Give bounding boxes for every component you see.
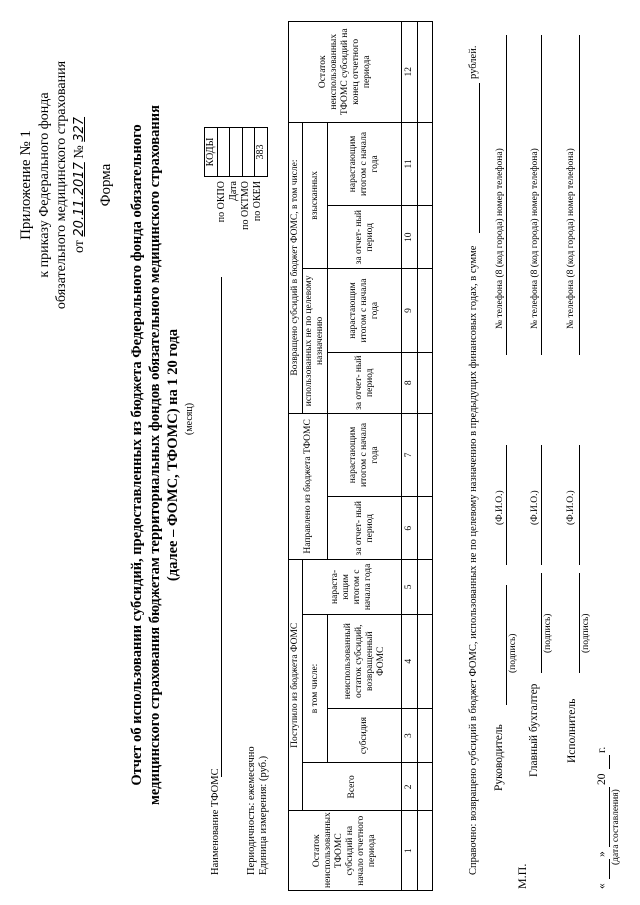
year-line bbox=[609, 755, 610, 769]
date-prefix: от bbox=[72, 240, 87, 254]
executor-fio-caption: (Ф.И.О.) bbox=[566, 490, 576, 525]
accountant-fio-line bbox=[541, 445, 542, 565]
cell[interactable] bbox=[418, 269, 433, 353]
head-fio-line bbox=[506, 445, 507, 565]
order-number: 327 bbox=[72, 116, 87, 142]
title-on-date: (далее – ФОМС, ТФОМС) на 1 bbox=[165, 378, 181, 582]
okei-label: по ОКЕИ bbox=[252, 181, 263, 222]
accountant-signature-line bbox=[541, 573, 542, 673]
col-num: 11 bbox=[402, 122, 418, 206]
data-row bbox=[418, 22, 433, 891]
cell[interactable] bbox=[418, 811, 433, 891]
cell[interactable] bbox=[418, 413, 433, 497]
header-recovered-period: за отчет- ный период bbox=[328, 206, 402, 269]
executor-phone-caption: № телефона (8 (код города) номер телефона) bbox=[566, 148, 576, 329]
header-recovered: взысканных bbox=[303, 122, 328, 269]
header-total: Всего bbox=[303, 763, 402, 811]
report-title-line-1: Отчет об использовании субсидий, предоставленных из бюджета Федерального фонда обязательного bbox=[129, 124, 145, 786]
header-subsidy: субсидия bbox=[328, 708, 402, 762]
okpo-label: по ОКПО bbox=[216, 181, 227, 223]
head-phone-line bbox=[506, 35, 507, 355]
header-recovered-cumulative: нарастающим итогом с начала года bbox=[328, 122, 402, 206]
header-sent-period: за отчет- ный период bbox=[328, 497, 402, 560]
col-num: 2 bbox=[402, 763, 418, 811]
col-num: 10 bbox=[402, 206, 418, 269]
codes-table bbox=[204, 127, 268, 177]
date-open-quote: « bbox=[596, 883, 608, 889]
executor-label: Исполнитель bbox=[566, 698, 578, 763]
order-date: 20.11.2017 bbox=[72, 162, 87, 237]
date-year-suffix: г. bbox=[596, 746, 608, 753]
col-num: 3 bbox=[402, 708, 418, 762]
header-end-balance: Остаток неиспользованных ТФОМС субсидий на конец отчетного периода bbox=[289, 22, 402, 123]
report-title-line-3 bbox=[164, 75, 182, 835]
header-unused-returned: неиспользованный остаток субсидий, возвращенный ФОМС bbox=[328, 614, 402, 708]
number-prefix: № bbox=[72, 145, 87, 159]
header-sent-cumulative: нарастающим итогом с начала года bbox=[328, 413, 402, 497]
executor-fio-line bbox=[579, 445, 580, 565]
col-num: 7 bbox=[402, 413, 418, 497]
appendix-order: к приказу Федерального фонда bbox=[37, 92, 52, 278]
header-start-balance: Остаток неиспользованных ТФОМС субсидий на начало отчетного периода bbox=[289, 811, 402, 891]
title-year-word: года bbox=[165, 328, 181, 357]
report-title-line-2: медицинского страхования бюджетам территориальных фондов обязательного медицинского страхования bbox=[147, 105, 163, 805]
head-fio-caption: (Ф.И.О.) bbox=[495, 490, 505, 525]
subsidy-report-table bbox=[288, 21, 433, 891]
cell[interactable] bbox=[418, 22, 433, 123]
executor-phone-line bbox=[579, 35, 580, 355]
cell[interactable] bbox=[418, 352, 433, 413]
header-including: в том числе: bbox=[303, 614, 328, 763]
accountant-signature-caption: (подпись) bbox=[543, 613, 553, 653]
date-label: Дата bbox=[228, 181, 239, 201]
okei-value: 383 bbox=[255, 128, 268, 177]
header-received: Поступило из бюджета ФОМС bbox=[289, 560, 303, 811]
date-value bbox=[230, 128, 243, 177]
appendix-number: Приложение № 1 bbox=[18, 130, 34, 240]
appendix-date-number bbox=[71, 25, 88, 345]
col-num: 1 bbox=[402, 811, 418, 891]
date-year-prefix: 20 bbox=[596, 773, 608, 785]
tfoms-name-line bbox=[221, 277, 222, 777]
header-sent: Направлено из бюджета ТФОМС bbox=[289, 413, 328, 560]
month-line bbox=[609, 787, 610, 847]
stamp-label: М.П. bbox=[515, 863, 529, 889]
accountant-fio-caption: (Ф.И.О.) bbox=[530, 490, 540, 525]
head-signature-line bbox=[506, 585, 507, 705]
col-num: 8 bbox=[402, 352, 418, 413]
note-amount-line bbox=[479, 83, 480, 233]
oktmo-label: по ОКТМО bbox=[240, 181, 251, 230]
head-label: Руководитель bbox=[493, 724, 505, 791]
unit-label: Единица измерения: (руб.) bbox=[258, 755, 269, 875]
col-num: 5 bbox=[402, 560, 418, 614]
header-misused: использованных не по целевому назначению bbox=[303, 269, 328, 413]
header-misused-period: за отчет- ный период bbox=[328, 352, 402, 413]
executor-signature-caption: (подпись) bbox=[581, 613, 591, 653]
head-signature-caption: (подпись) bbox=[508, 633, 518, 673]
col-num: 12 bbox=[402, 22, 418, 123]
date-close-quote: » bbox=[596, 851, 608, 857]
cell[interactable] bbox=[418, 614, 433, 708]
oktmo-value bbox=[242, 128, 255, 177]
header-returned: Возвращено субсидий в бюджет ФОМС, в том числе: bbox=[289, 122, 303, 413]
column-number-row bbox=[402, 22, 418, 891]
note-unit: рублей. bbox=[468, 45, 479, 79]
month-caption: (месяц) bbox=[184, 402, 195, 435]
executor-signature-line bbox=[579, 573, 580, 673]
form-label: Форма bbox=[98, 163, 114, 207]
header-received-cumulative: нараста- ющим итогом с начала года bbox=[303, 560, 402, 614]
head-phone-caption: № телефона (8 (код города) номер телефона) bbox=[495, 148, 505, 329]
accountant-phone-line bbox=[541, 35, 542, 355]
day-line bbox=[609, 859, 610, 879]
chief-accountant-label: Главный бухгалтер bbox=[528, 683, 540, 777]
header-misused-cumulative: нарастающим итогом с начала года bbox=[328, 269, 402, 353]
cell[interactable] bbox=[418, 122, 433, 206]
codes-header: КОДЫ bbox=[205, 128, 218, 177]
periodicity-label: Периодичность: ежемесячно bbox=[246, 746, 257, 875]
accountant-phone-caption: № телефона (8 (код города) номер телефона) bbox=[530, 148, 540, 329]
date-caption: (дата составления) bbox=[611, 789, 621, 865]
cell[interactable] bbox=[418, 560, 433, 614]
cell[interactable] bbox=[418, 708, 433, 762]
title-year-prefix: 20 bbox=[165, 360, 181, 375]
reference-note: Справочно: возвращено субсидий в бюджет ФОМС, использованных не по целевому назначению в предыдущих финансовых годах, в сумме bbox=[468, 245, 479, 875]
tfoms-name-label: Наименование ТФОМС bbox=[210, 768, 221, 875]
appendix-fund: обязательного медицинского страхования bbox=[54, 60, 69, 310]
col-num: 4 bbox=[402, 614, 418, 708]
col-num: 6 bbox=[402, 497, 418, 560]
cell[interactable] bbox=[418, 763, 433, 811]
cell[interactable] bbox=[418, 206, 433, 269]
okpo-value bbox=[217, 128, 230, 177]
col-num: 9 bbox=[402, 269, 418, 353]
cell[interactable] bbox=[418, 497, 433, 560]
